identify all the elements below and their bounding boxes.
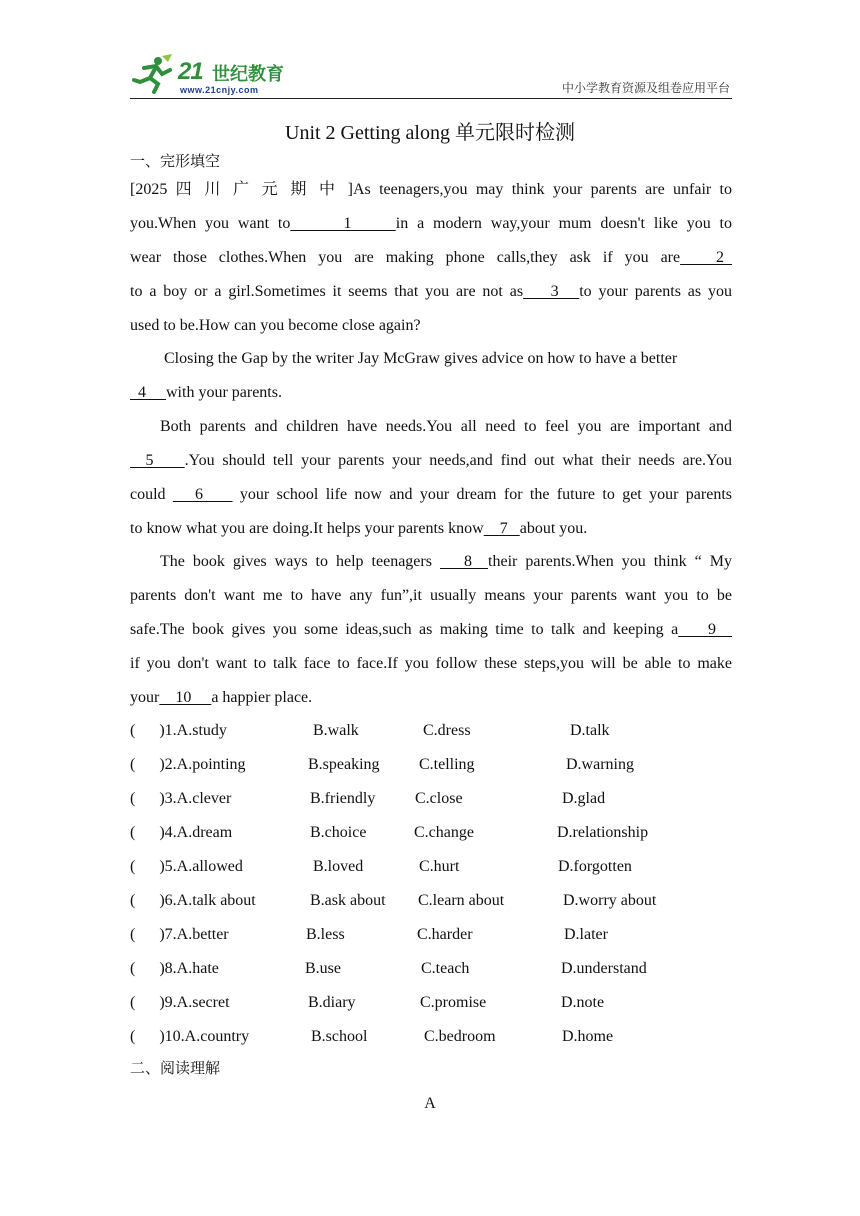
question-option-a: ( )10.A.country [130,1028,250,1045]
logo-number: 21 [178,58,203,85]
logo-text: 世纪教育 [212,64,284,85]
question-option-d: D.warning [566,756,634,773]
passage-line: your 10 a happier place. [130,689,313,706]
question-option-c: C.change [414,824,474,841]
blank-9: 9 [678,621,732,638]
question-option-b: B.less [306,926,345,943]
passage-line: Both parents and children have needs.You all need to feel you are important and [160,418,732,435]
passage-line: could 6 your school life now and your dream for the future to get your parents [130,486,733,503]
blank-7: 7 [483,520,520,537]
passage-line: parents don't want me to have any fun”,it usually means your parents want you to be [130,587,732,604]
passage-line: if you don't want to talk face to face.If you follow these steps,you will be able to make [130,655,732,672]
passage-line: you.When you want to 1 in a modern way,your mum doesn't like you to [130,215,733,232]
section-heading-cloze: 一、完形填空 [130,152,221,170]
question-option-c: C.teach [421,960,470,977]
question-option-a: ( )3.A.clever [130,790,232,807]
blank-2: 2 [680,249,732,266]
running-figure-icon [132,54,176,94]
question-option-a: ( )9.A.secret [130,994,230,1011]
question-option-d: D.later [564,926,608,943]
question-option-b: B.choice [310,824,367,841]
passage-line: [2025 四 川 广 元 期 中 ]As teenagers,you may think your parents are unfair to [130,181,732,198]
section-heading-reading: 二、阅读理解 [130,1059,221,1077]
passage-line: wear those clothes.When you are making phone calls,they ask if you are 2 [130,249,732,266]
question-option-d: D.note [561,994,605,1011]
passage-line: Closing the Gap by the writer Jay McGraw gives advice on how to have a better [164,350,678,367]
question-option-d: D.home [562,1028,614,1045]
blank-4: 4 [130,384,166,401]
header-tagline: 中小学教育资源及组卷应用平台 [561,81,730,95]
passage-line: 5 .You should tell your parents your needs,and find out what their needs are.You [130,452,733,469]
question-option-d: D.relationship [557,824,649,841]
question-option-d: D.understand [561,960,647,977]
question-option-c: C.promise [420,994,487,1011]
question-option-a: ( )4.A.dream [130,824,233,841]
question-option-c: C.close [415,790,463,807]
question-option-d: D.forgotten [558,858,632,875]
passage-line: to a boy or a girl.Sometimes it seems that you are not as 3 to your parents as you [130,283,733,300]
question-option-b: B.diary [308,994,356,1011]
question-option-b: B.ask about [310,892,386,909]
passage-line: safe.The book gives you some ideas,such as making time to talk and keeping a 9 [130,621,732,638]
question-option-c: C.learn about [418,892,505,909]
question-option-b: B.friendly [310,790,376,807]
question-option-c: C.harder [417,926,473,943]
question-option-a: ( )5.A.allowed [130,858,243,875]
page-header [130,52,732,99]
passage-line: The book gives ways to help teenagers 8 their parents.When you think “ My [160,553,733,570]
logo [132,52,302,96]
blank-10: 10 [159,689,212,706]
question-option-b: B.speaking [308,756,380,773]
question-option-c: C.hurt [419,858,460,875]
page-title: Unit 2 Getting along 单元限时检测 [285,122,575,144]
logo-url: www.21cnjy.com [180,85,259,95]
question-option-d: D.glad [562,790,606,807]
question-option-a: ( )2.A.pointing [130,756,246,773]
question-option-c: C.bedroom [424,1028,496,1045]
passage-line: used to be.How can you become close again? [130,317,421,334]
passage-line: to know what you are doing.It helps your parents know 7 about you. [130,520,588,537]
question-option-a: ( )7.A.better [130,926,229,943]
blank-6: 6 [172,486,233,503]
passage-line: 4 with your parents. [130,384,282,401]
question-option-a: ( )6.A.talk about [130,892,256,909]
question-option-b: B.use [305,960,341,977]
question-option-c: C.telling [419,756,475,773]
question-option-a: ( )8.A.hate [130,960,219,977]
question-option-a: ( )1.A.study [130,722,227,739]
question-option-d: D.talk [570,722,610,739]
blank-5: 5 [130,452,185,469]
blank-3: 3 [523,283,580,300]
question-option-b: B.walk [313,722,359,739]
blank-1: 1 [290,215,396,232]
question-option-b: B.school [311,1028,368,1045]
question-option-b: B.loved [313,858,364,875]
question-option-d: D.worry about [563,892,657,909]
passage-label: A [424,1095,436,1112]
blank-8: 8 [439,553,489,570]
question-option-c: C.dress [423,722,471,739]
